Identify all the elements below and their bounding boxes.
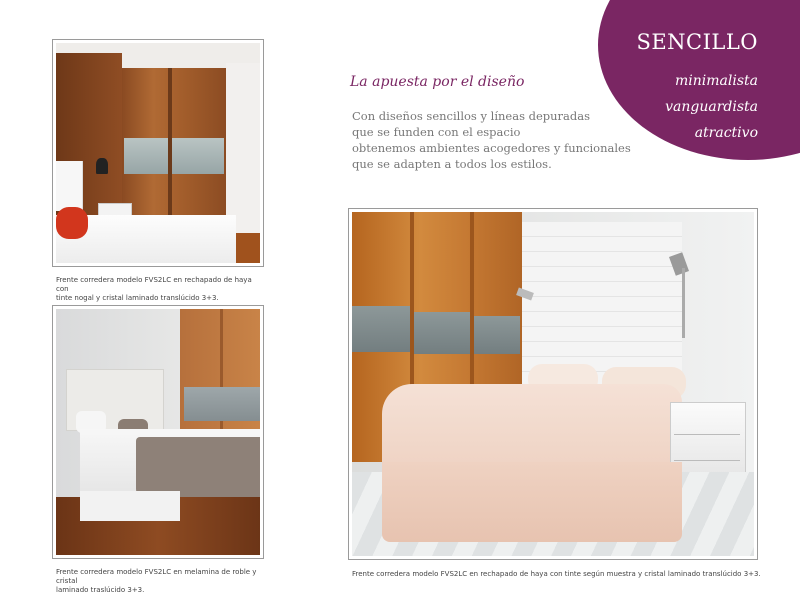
intro-line: Con diseños sencillos y líneas depuradas [352, 109, 591, 123]
caption-line: Frente corredera modelo FVS2LC en rechapado de haya con [56, 276, 252, 293]
tagline: La apuesta por el diseño [350, 74, 525, 90]
photo-frame-1 [52, 39, 264, 267]
caption-line: Frente corredera modelo FVS2LC en melamina de roble y cristal [56, 568, 257, 585]
caption-1 [56, 276, 266, 303]
badge-text [636, 30, 758, 146]
badge-title: SENCILLO [636, 30, 758, 54]
caption-line: Frente corredera modelo FVS2LC en rechapado de haya con tinte según muestra y cristal laminado translúcido 3+3. [352, 570, 761, 578]
caption-3 [352, 570, 772, 579]
bedroom-photo-walnut [56, 43, 260, 263]
intro-line: que se adapten a todos los estilos. [352, 157, 552, 171]
caption-line: laminado traslúcido 3+3. [56, 586, 145, 594]
intro-text [352, 108, 631, 172]
badge-list [636, 68, 758, 146]
photo-frame-3 [348, 208, 758, 560]
badge-item: vanguardista [665, 99, 758, 115]
photo-frame-2 [52, 305, 264, 559]
intro-line: obtenemos ambientes acogedores y funcionales [352, 141, 631, 155]
badge-item: atractivo [694, 125, 758, 141]
badge-item: minimalista [675, 73, 758, 89]
caption-2 [56, 568, 270, 595]
intro-line: que se funden con el espacio [352, 125, 521, 139]
bedroom-photo-beech [352, 212, 754, 556]
caption-line: tinte nogal y cristal laminado translúcido 3+3. [56, 294, 219, 302]
bedroom-photo-oak [56, 309, 260, 555]
